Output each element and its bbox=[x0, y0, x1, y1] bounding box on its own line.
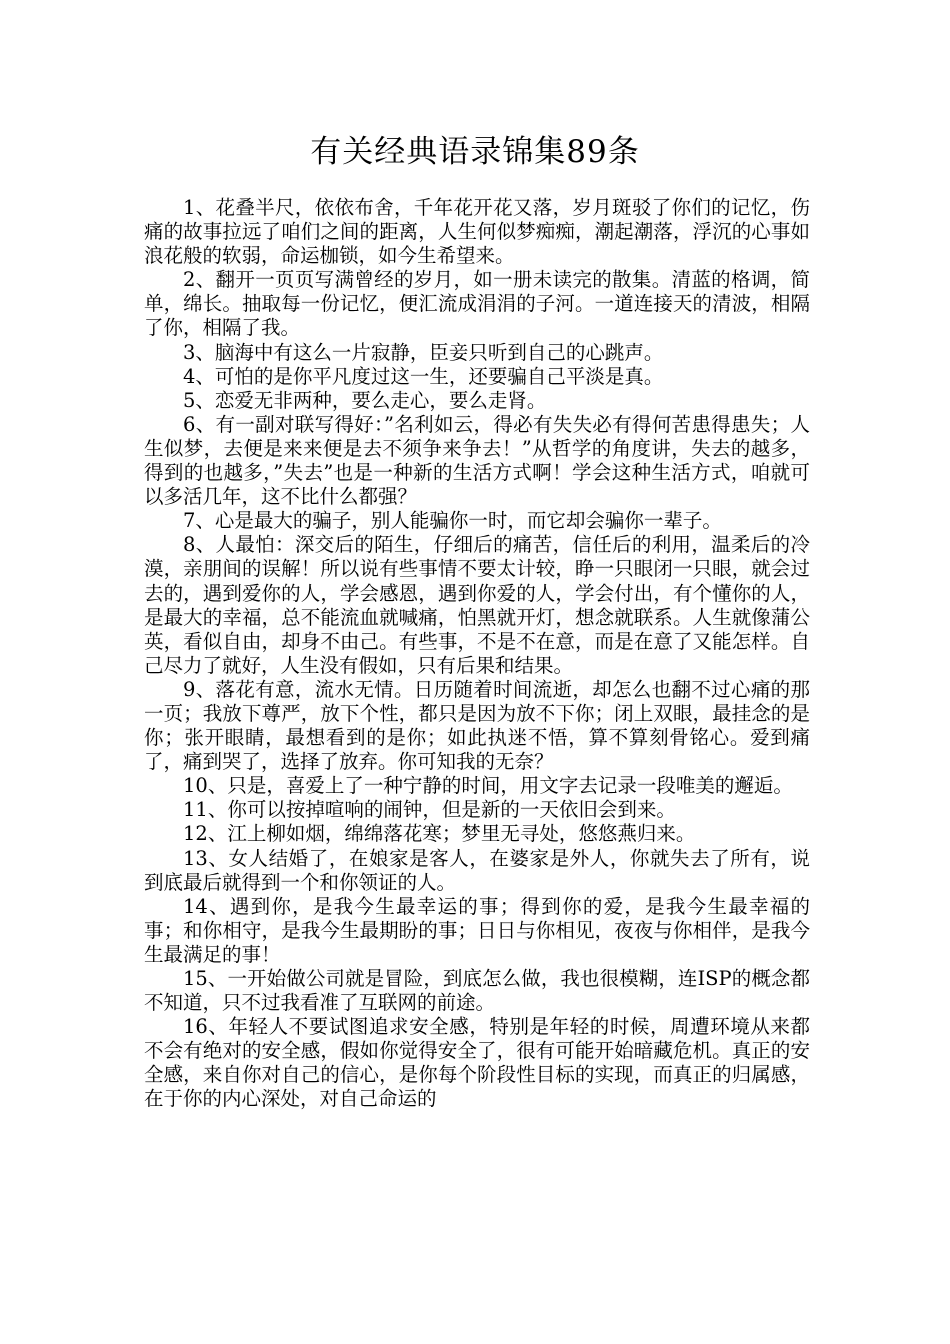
paragraph-14: 14、遇到你，是我今生最幸运的事；得到你的爱，是我今生最幸福的事；和你相守，是我今生最期盼的事；日日与你相见，夜夜与你相伴，是我今生最满足的事！ bbox=[144, 894, 810, 966]
document-body bbox=[144, 196, 810, 1112]
paragraph-9: 9、落花有意，流水无情。日历随着时间流逝，却怎么也翻不过心痛的那一页；我放下尊严，放下个性，都只是因为放不下你；闭上双眼，最挂念的是你；张开眼睛，最想看到的是你；如此执迷不悟，算不算刻骨铭心。爱到痛了，痛到哭了，选择了放弃。你可知我的无奈？ bbox=[144, 677, 810, 774]
document-title: 有关经典语录锦集89条 bbox=[310, 134, 640, 170]
paragraph-13: 13、女人结婚了，在娘家是客人，在婆家是外人，你就失去了所有，说到底最后就得到一个和你领证的人。 bbox=[144, 846, 810, 894]
paragraph-7: 7、心是最大的骗子，别人能骗你一时，而它却会骗你一辈子。 bbox=[183, 509, 722, 533]
paragraph-16: 16、年轻人不要试图追求安全感，特别是年轻的时候，周遭环境从来都不会有绝对的安全感，假如你觉得安全了，很有可能开始暗藏危机。真正的安全感，来自你对自己的信心，是你每个阶段性目标的实现，而真正的归属感，在于你的内心深处，对自己命运的 bbox=[144, 1015, 810, 1111]
paragraph-4: 4、可怕的是你平凡度过这一生，还要骗自己平淡是真。 bbox=[183, 364, 664, 388]
paragraph-2: 2、翻开一页页写满曾经的岁月，如一册未读完的散集。清蓝的格调，简单，绵长。抽取每一份记忆，便汇流成涓涓的子河。一道连接天的清波，相隔了你，相隔了我。 bbox=[144, 268, 810, 340]
paragraph-6: 6、有一副对联写得好：”名利如云，得必有失失必有得何苦患得患失；人生似梦，去便是来来便是去不须争来争去！”从哲学的角度讲，失去的越多，得到的也越多，”失去”也是一种新的生活方式啊！学会这种生活方式，咱就可以多活几年，这不比什么都强？ bbox=[144, 412, 810, 509]
paragraph-10: 10、只是，喜爱上了一种宁静的时间，用文字去记录一段唯美的邂逅。 bbox=[183, 774, 793, 798]
paragraph-1: 1、花叠半尺，依依布舍，千年花开花又落，岁月斑驳了你们的记忆，伤痛的故事拉远了咱们之间的距离，人生何似梦痴痴，潮起潮落，浮沉的心事如浪花般的软弱，命运枷锁，如今生希望来。 bbox=[144, 196, 810, 268]
paragraph-3: 3、脑海中有这么一片寂静，臣妾只听到自己的心跳声。 bbox=[183, 340, 664, 364]
paragraph-8: 8、人最怕：深交后的陌生，仔细后的痛苦，信任后的利用，温柔后的冷漠，亲朋间的误解！所以说有些事情不要太计较，睁一只眼闭一只眼，就会过去的，遇到爱你的人，学会感恩，遇到你爱的人，学会付出，有个懂你的人，是最大的幸福，总不能流血就喊痛，怕黑就开灯，想念就联系。人生就像蒲公英，看似自由，却身不由己。有些事，不是不在意，而是在意了又能怎样。自己尽力了就好，人生没有假如，只有后果和结果。 bbox=[144, 533, 810, 677]
paragraph-15: 15、一开始做公司就是冒险，到底怎么做，我也很模糊，连ISP的概念都不知道，只不过我看准了互联网的前途。 bbox=[144, 967, 810, 1015]
paragraph-12: 12、江上柳如烟，绵绵落花寒；梦里无寻处，悠悠燕归来。 bbox=[183, 822, 696, 846]
paragraph-5: 5、恋爱无非两种，要么走心，要么走肾。 bbox=[183, 388, 547, 412]
paragraph-11: 11、你可以按掉喧响的闹钟，但是新的一天依旧会到来。 bbox=[183, 798, 676, 822]
